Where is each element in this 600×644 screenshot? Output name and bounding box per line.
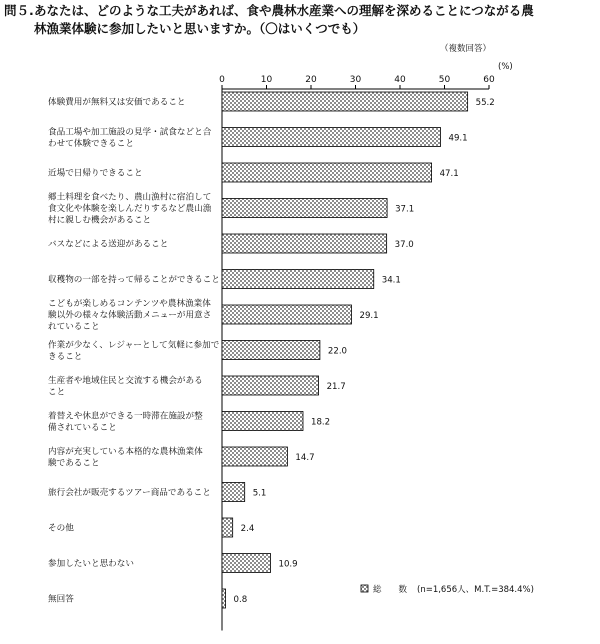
category-label-line: 近場で日帰りできること — [48, 168, 143, 179]
category-labels — [47, 96, 220, 605]
category-label-line: 生産者や地域住民と交流する機会がある — [48, 375, 203, 386]
title-line-1: あなたは、どのような工夫があれば、食や農林水産業への理解を深めることにつながる農 — [34, 3, 534, 18]
bar — [222, 554, 271, 573]
bar — [222, 412, 303, 431]
category-label-line: 備されていること — [48, 422, 117, 433]
category-label — [48, 238, 168, 250]
question-number: 問５. — [4, 3, 34, 18]
bar-value-label: 49.1 — [448, 133, 468, 144]
bar-value-label: 37.1 — [395, 204, 415, 215]
category-label — [48, 96, 186, 108]
bar — [222, 341, 320, 360]
category-label-line: 作業が少なく、レジャーとして気軽に参加で — [48, 340, 220, 351]
category-label — [48, 338, 219, 362]
category-label-line: れていること — [48, 322, 100, 333]
x-tick-label: 10 — [260, 75, 273, 85]
category-label-line: 体験費用が無料又は安価であること — [48, 97, 186, 108]
bar — [222, 589, 226, 608]
category-label — [48, 593, 74, 605]
category-label — [48, 167, 143, 179]
bar-value-label: 10.9 — [278, 559, 298, 570]
bar — [222, 199, 387, 218]
category-label-line: 参加したいと思わない — [48, 559, 134, 570]
x-tick-label: 60 — [483, 75, 495, 85]
category-label — [47, 445, 203, 469]
category-label-line: 食品工場や加工施設の見学・試食などと合 — [48, 127, 212, 138]
category-label-line: 着替えや休息ができる一時滞在施設が整 — [48, 411, 203, 422]
category-label-line: 村に親しむ機会があること — [48, 215, 152, 226]
bar-value-label: 37.0 — [394, 239, 414, 250]
category-label-line: こどもが楽しめるコンテンツや農林漁業体 — [48, 299, 211, 310]
category-label-line: その他 — [48, 523, 74, 534]
category-label — [48, 557, 134, 569]
bar — [222, 376, 319, 395]
bar — [222, 447, 287, 466]
category-label-line: 旅行会社が販売するツアー商品であること — [48, 488, 211, 499]
category-label-line: 収穫物の一部を持って帰ることができること — [48, 275, 220, 286]
legend-label: 総 数 — [373, 585, 408, 595]
category-label — [48, 125, 212, 149]
x-tick-label: 20 — [305, 75, 317, 85]
x-tick-label: 0 — [219, 75, 225, 85]
bar-value-label: 5.1 — [252, 488, 267, 499]
bar-value-label: 47.1 — [439, 168, 459, 179]
category-label — [48, 191, 212, 226]
multiple-answer-note: （複数回答） — [440, 44, 492, 54]
category-label — [48, 522, 74, 534]
category-label-line: こと — [48, 387, 66, 398]
bar-value-label: 29.1 — [359, 310, 379, 321]
bar — [222, 483, 245, 502]
bar-value-label: 22.0 — [327, 346, 348, 357]
bar — [222, 270, 374, 289]
unit-label: (%) — [498, 62, 513, 72]
category-label-line: バスなどによる送迎があること — [48, 239, 169, 250]
bar — [222, 92, 468, 111]
category-label-line: 郷土料理を食べたり、農山漁村に宿泊して — [48, 192, 212, 203]
category-label-line: 食文化や体験を楽しんだりするなど農山漁 — [48, 204, 212, 215]
category-label — [48, 486, 211, 498]
bar — [222, 163, 432, 182]
category-label-line: わせて体験できること — [48, 138, 134, 149]
bar-value-label: 18.2 — [310, 417, 331, 428]
bar-value-label: 0.8 — [233, 594, 248, 605]
category-label-line: 験以外の様々な体験活動メニューが用意さ — [48, 310, 212, 321]
bar — [222, 518, 233, 537]
bar — [222, 128, 440, 147]
bar-value-label: 21.7 — [326, 381, 346, 392]
bar-value-label: 2.4 — [240, 523, 255, 534]
bar-value-label: 34.1 — [381, 275, 401, 286]
bar — [222, 234, 387, 253]
x-tick-label: 30 — [349, 75, 362, 85]
bar — [222, 305, 351, 324]
category-label — [48, 409, 203, 433]
legend — [361, 584, 534, 595]
x-tick-label: 40 — [394, 75, 406, 85]
bar-value-label: 55.2 — [475, 97, 495, 108]
legend-note: (n=1,656人、M.T.=384.4%) — [417, 585, 534, 595]
category-label-line: 内容が充実している本格的な農林漁業体 — [48, 446, 203, 457]
category-label-line: 無回答 — [48, 594, 74, 605]
bar-value-label: 14.7 — [295, 452, 315, 463]
category-label-line: きること — [48, 351, 83, 362]
bars — [222, 92, 495, 608]
category-label — [48, 374, 203, 398]
category-label — [48, 273, 220, 285]
category-label — [47, 297, 211, 332]
category-label-line: 験であること — [48, 458, 100, 469]
title-line-2: 林漁業体験に参加したいと思いますか。（〇はいくつでも） — [34, 21, 366, 36]
legend-swatch — [361, 585, 368, 592]
x-tick-label: 50 — [438, 75, 451, 85]
